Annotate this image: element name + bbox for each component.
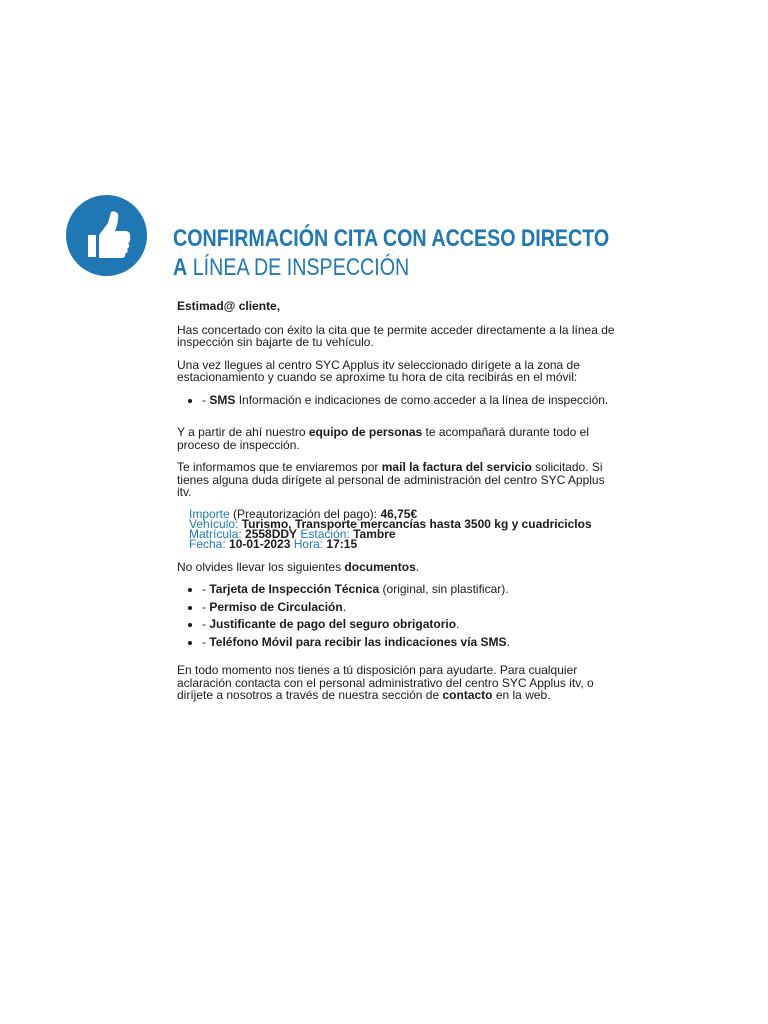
detail-vehiculo: Vehículo: Turismo, Transporte mercancías hasta 3500 kg y cuadriciclos (189, 516, 592, 531)
paragraph-invoice: Te informamos que te enviaremos por mail la factura del servicio solicitado. Si tienes alguna duda dirígete al personal de administración del centro SYC Applus itv. (177, 460, 605, 499)
list-item: • - SMS Información e indicaciones de como acceder a la línea de inspección. (202, 394, 617, 407)
detail-importe: Importe (Preautorización del pago): 46,75€ (189, 506, 418, 521)
detail-fecha: Fecha: 10-01-2023 Hora: 17:15 (189, 536, 358, 551)
sms-list (177, 394, 617, 407)
title-line-1: CONFIRMACIÓN CITA CON ACCESO DIRECTO (173, 225, 610, 252)
page-title (173, 224, 609, 282)
appointment-details (177, 506, 617, 551)
greeting: Estimad@ cliente, (177, 299, 281, 313)
list-item: • - Justificante de pago del seguro obrigatorio. (202, 618, 617, 631)
contact-link[interactable]: contacto (442, 688, 493, 702)
title-line-2: A LÍNEA DE INSPECCIÓN (173, 254, 410, 281)
paragraph-arrival: Una vez llegues al centro SYC Applus itv seleccionado dirígete a la zona de estacionamiento y cuando se aproxime tu hora de cita recibirás en el móvil: (177, 357, 580, 384)
documents-list (177, 583, 617, 648)
thumbs-up-icon (66, 195, 147, 276)
paragraph-documents: No olvides llevar los siguientes documentos. (177, 559, 420, 574)
confirmation-badge (66, 195, 147, 276)
paragraph-contact: En todo momento nos tienes a tú disposición para ayudarte. Para cualquier aclaración contacta con el personal administrativo del centro SYC Applus itv, o diríjete a nosotros a través de nuestra sección de contacto en la web. (177, 663, 594, 702)
list-item: • - Permiso de Circulación. (202, 601, 617, 614)
detail-matricula: Matrícula: 2558DDY Estación: Tambre (189, 526, 396, 541)
list-item: • - Teléfono Móvil para recibir las indicaciones vía SMS. (202, 636, 617, 649)
paragraph-team: Y a partir de ahí nuestro equipo de personas te acompañará durante todo el proceso de inspección. (177, 425, 589, 452)
paragraph-confirmation: Has concertado con éxito la cita que te permite acceder directamente a la línea de inspección sin bajarte de tu vehículo. (177, 322, 615, 349)
email-body (177, 300, 617, 712)
list-item: • - Tarjeta de Inspección Técnica (original, sin plastificar). (202, 583, 617, 596)
